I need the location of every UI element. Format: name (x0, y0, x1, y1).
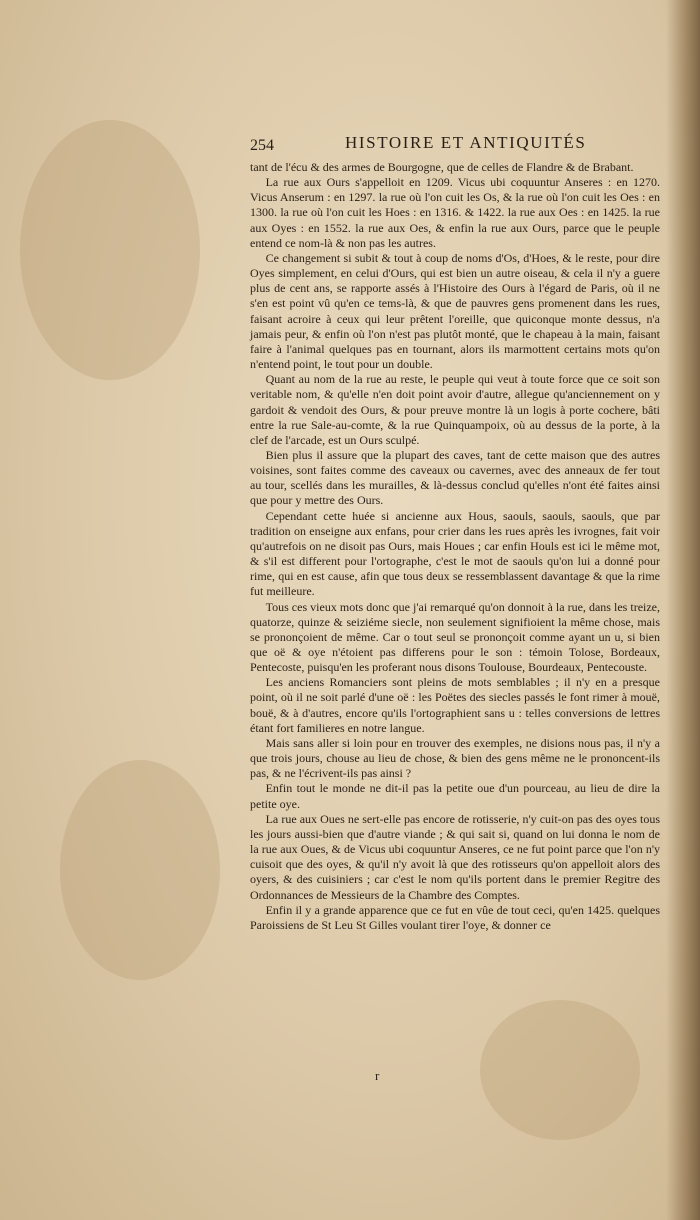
paragraph: Quant au nom de la rue au reste, le peuple qui veut à toute force que ce soit son veritable nom, & qu'elle n'en doit point avoir d'autre, allegue qu'anciennement on y gardoit & vendoit des Ours, & pour preuve montre là un logis à porte cochere, bâti entre la rue Sale-au-comte, & la rue Quinquampoix, où au dessus de la porte, à la clef de l'arcade, est un Ours sculpé. (250, 372, 660, 447)
page-header (250, 133, 660, 157)
paragraph: La rue aux Oues ne sert-elle pas encore de rotisserie, n'y cuit-on pas des oyes tous les jours aussi-bien que d'autre viande ; & qui sait si, quand on lui donna le nom de la rue aux Oues, & de Vicus ubi coquuntur Anseres, ce ne fut point parce que l'on n'y cuisoit que des oyes, & qu'il n'y avoit là que des rotisseurs qu'on appelloit alors des oyers, & des cuisiniers ; car c'est le nom qu'ils portent dans le premier Regitre des Ordonnances de Messieurs de la Chambre des Comptes. (250, 811, 660, 902)
paper-stain (20, 120, 200, 380)
paragraph: Enfin tout le monde ne dit-il pas la petite oue d'un pourceau, au lieu de dire la petite oye. (250, 781, 660, 811)
page-number: 254 (250, 137, 274, 154)
paragraph: Les anciens Romanciers sont pleins de mots semblables ; il n'y en a presque point, où il ne soit parlé d'une oë : les Poëtes des siecles passés le font rimer à mouë, bouë, & à d'autres, encore qu'ils l'ortographient sans u : telles conversions de lettres étant fort familieres en notre langue. (250, 675, 660, 735)
paper-stain (480, 1000, 640, 1140)
catchword: r (375, 1068, 380, 1083)
paragraph: tant de l'écu & des armes de Bourgogne, que de celles de Flandre & de Brabant. (250, 160, 634, 174)
paragraph: Tous ces vieux mots donc que j'ai remarqué qu'on donnoit à la rue, dans les treize, quatorze, quinze & seiziéme siecle, non seulement signifioient la même chose, mais se prononçoient de même. Car o tout seul se prononçoit comme ayant un u, si bien que oë & oye n'étoient pas differens pour le son : témoin Tolose, Bordeaux, Pentecoste, puisqu'en les proferant nous disons Toulouse, Bourdeaux, Pentecouste. (250, 599, 660, 675)
page-fold-shadow (666, 0, 700, 1220)
paper-stain (60, 760, 220, 980)
running-title: HISTOIRE ET ANTIQUITÉS (345, 133, 587, 152)
paragraph: La rue aux Ours s'appelloit en 1209. Vicus ubi coquuntur Anseres : en 1270. Vicus Anserum : en 1297. la rue où l'on cuit les Os, & la rue où l'on cuit les Oes : en 1300. la rue où l'on cuit les Hoes : en 1316. & 1422. la rue aux Oes : en 1425. la rue aux Oyes : en 1552. la rue aux Oes, & enfin la rue aux Ours, parce que le peuple entend ce nom-là & non pas les autres. (250, 175, 660, 250)
paragraph: Enfin il y a grande apparence que ce fut en vûe de tout ceci, qu'en 1425. quelques Paroissiens de St Leu St Gilles voulant tirer l'oye, & donner ce (250, 902, 660, 932)
paragraph: Mais sans aller si loin pour en trouver des exemples, ne disions nous pas, il n'y a que trois jours, chouse au lieu de chose, & bien des gens même ne le prononcent-ils pas, & ne l'écrivent-ils pas ainsi ? (250, 735, 660, 781)
paragraph: Bien plus il assure que la plupart des caves, tant de cette maison que des autres voisines, sont faites comme des caveaux ou cavernes, avec des anneaux de fer tout au tour, scellés dans les murailles, & là-dessus conclud qu'elles n'ont été faites ainsi que pour y mettre des Ours. (250, 447, 660, 508)
paragraph: Cependant cette huée si ancienne aux Hous, saouls, saouls, saouls, que par tradition on enseigne aux enfans, pour crier dans les rues après les ivrognes, fait voir qu'autrefois on ne disoit pas Ours, mais Houes ; car enfin Houls est ici le même mot, & s'il est different pour l'ortographe, c'est le mot de saouls qu'on lui a donné pour rime, qui en est cause, afin que tous deux se ressemblassent davantage & que la rime fut meilleure. (250, 508, 660, 599)
paragraph: Ce changement si subit & tout à coup de noms d'Os, d'Hoes, & le reste, pour dire Oyes simplement, en celui d'Ours, qui est bien un autre oiseau, & cela il n'y a guere plus de cent ans, se rapporte assés à l'Histoire des Ours à l'égard de Paris, où il ne s'en est point vû qu'en ce tems-là, & que de pauvres gens promenent dans les rues, faisant acroire à ceux qui leur prêtent l'oreille, que quiconque monte dessus, n'a jamais peur, & enfin où l'on n'est pas plutôt monté, que le chapeau à la main, faisant faire à l'animal quelques pas en tournant, alors ils marmottent certains mots qu'on n'entend point, le tout pour un double. (250, 250, 660, 372)
body-text (250, 160, 660, 933)
